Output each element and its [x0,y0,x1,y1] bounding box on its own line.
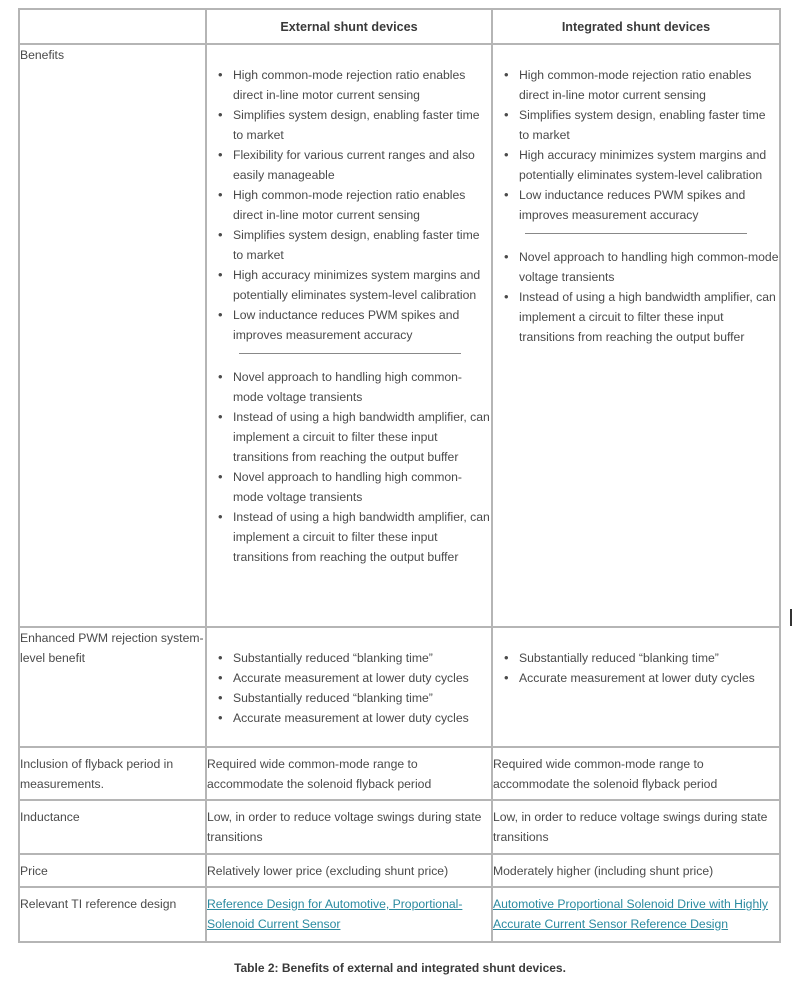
comparison-table [18,8,781,943]
separator-line [525,233,747,234]
flyback-integrated: Required wide common-mode range to accommodate the solenoid flyback period [492,747,780,800]
bullet-item: • Instead of using a high bandwidth amplifier, can implement a circuit to filter these input transitions from reaching the output buffer [233,407,491,467]
row-inductance [19,800,780,854]
reference-design-link-integrated[interactable]: Automotive Proportional Solenoid Drive with Highly Accurate Current Sensor Reference Design [493,897,769,931]
bullet-item: • Substantially reduced “blanking time” [519,648,779,668]
bullet-item: • High accuracy minimizes system margins and potentially eliminates system-level calibration [519,145,779,185]
bullet-item: • Flexibility for various current ranges and also easily manageable [233,145,491,185]
benefits-external-list-1 [207,45,491,345]
reference-design-link-external[interactable]: Reference Design for Automotive, Proportional-Solenoid Current Sensor [207,897,463,931]
benefits-external-list-2 [207,367,491,567]
bullet-item: • High common-mode rejection ratio enables direct in-line motor current sensing [519,65,779,105]
row-label-flyback: Inclusion of flyback period in measurements. [19,747,206,800]
benefits-integrated [492,44,780,627]
bullet-item: • Instead of using a high bandwidth amplifier, can implement a circuit to filter these input transitions from reaching the output buffer [233,507,491,567]
bullet-item: • Simplifies system design, enabling faster time to market [519,105,779,145]
pwm-external-list [207,628,491,728]
bullet-item: • Low inductance reduces PWM spikes and improves measurement accuracy [519,185,779,225]
header-empty [19,9,206,44]
row-label-reference: Relevant TI reference design [19,887,206,942]
pwm-integrated-list [493,628,779,688]
row-flyback [19,747,780,800]
benefits-integrated-list-1 [493,45,779,225]
row-label-benefits: Benefits [19,44,206,627]
table-caption: Table 2: Benefits of external and integrated shunt devices. [234,961,566,975]
price-external: Relatively lower price (excluding shunt price) [206,854,492,887]
reference-integrated [492,887,780,942]
row-label-price: Price [19,854,206,887]
row-label-pwm: Enhanced PWM rejection system-level benefit [19,627,206,747]
header-row [19,9,780,44]
separator-line [239,353,461,354]
flyback-external: Required wide common-mode range to accommodate the solenoid flyback period [206,747,492,800]
pwm-integrated [492,627,780,747]
bullet-item: • Accurate measurement at lower duty cycles [233,668,491,688]
reference-external [206,887,492,942]
bullet-item: • Low inductance reduces PWM spikes and improves measurement accuracy [233,305,491,345]
price-integrated: Moderately higher (including shunt price) [492,854,780,887]
benefits-integrated-list-2 [493,247,779,347]
pwm-external [206,627,492,747]
bullet-item: • Simplifies system design, enabling faster time to market [233,105,491,145]
bullet-item: • Novel approach to handling high common-mode voltage transients [519,247,779,287]
benefits-external [206,44,492,627]
row-reference [19,887,780,942]
row-label-inductance: Inductance [19,800,206,854]
row-benefits [19,44,780,627]
bullet-item: • Substantially reduced “blanking time” [233,688,491,708]
bullet-item: • Substantially reduced “blanking time” [233,648,491,668]
bullet-item: • Instead of using a high bandwidth amplifier, can implement a circuit to filter these input transitions from reaching the output buffer [519,287,779,347]
bullet-item: • High common-mode rejection ratio enables direct in-line motor current sensing [233,185,491,225]
bullet-item: • High common-mode rejection ratio enables direct in-line motor current sensing [233,65,491,105]
bullet-item: • Simplifies system design, enabling faster time to market [233,225,491,265]
bullet-item: • Accurate measurement at lower duty cycles [519,668,779,688]
bullet-item: • Novel approach to handling high common-mode voltage transients [233,467,491,507]
inductance-integrated: Low, in order to reduce voltage swings during state transitions [492,800,780,854]
text-cursor-icon [790,609,792,626]
bullet-item: • Accurate measurement at lower duty cycles [233,708,491,728]
header-integrated: Integrated shunt devices [492,9,780,44]
inductance-external: Low, in order to reduce voltage swings during state transitions [206,800,492,854]
row-pwm [19,627,780,747]
bullet-item: • Novel approach to handling high common-mode voltage transients [233,367,491,407]
bullet-item: • High accuracy minimizes system margins and potentially eliminates system-level calibration [233,265,491,305]
row-price [19,854,780,887]
header-external: External shunt devices [206,9,492,44]
